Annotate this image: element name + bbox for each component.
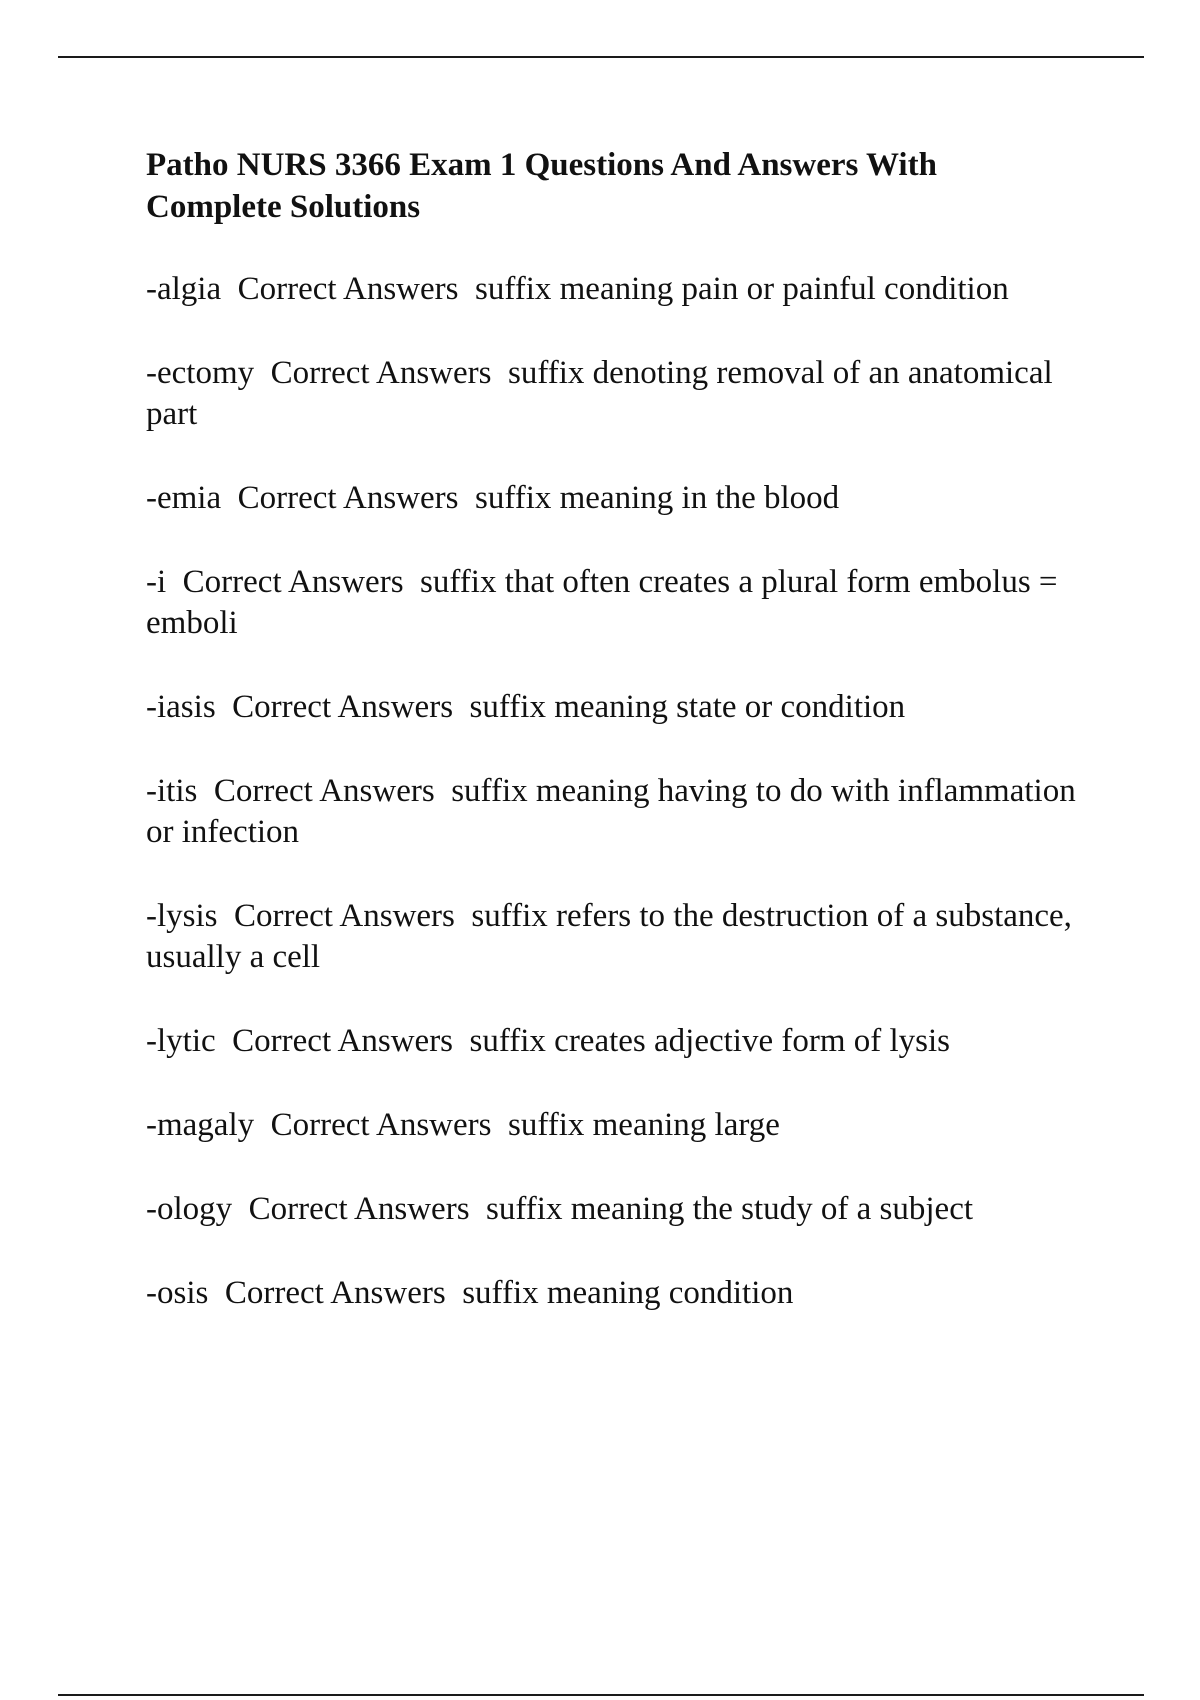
- qa-answer: suffix that often creates a plural form embolus = emboli: [146, 564, 1066, 641]
- qa-term: -itis: [146, 773, 198, 809]
- qa-separator: Correct Answers: [197, 773, 452, 809]
- qa-item: [146, 1105, 1076, 1146]
- qa-item: [146, 269, 1076, 310]
- qa-answer: suffix meaning state or condition: [469, 689, 906, 725]
- qa-separator: Correct Answers: [166, 564, 421, 600]
- qa-term: -ectomy: [146, 355, 255, 391]
- qa-item: [146, 478, 1076, 519]
- qa-item: [146, 771, 1084, 853]
- qa-list: [146, 269, 1084, 1314]
- qa-separator: Correct Answers: [217, 898, 472, 934]
- qa-answer: suffix meaning condition: [462, 1275, 794, 1311]
- qa-separator: Correct Answers: [221, 271, 475, 307]
- qa-answer: suffix denoting removal of an anatomical part: [146, 355, 1061, 432]
- qa-item: [146, 687, 1076, 728]
- qa-separator: Correct Answers: [215, 1023, 470, 1059]
- qa-term: -emia: [146, 480, 222, 516]
- qa-item: [146, 1189, 1076, 1230]
- qa-term: -lysis: [146, 898, 218, 934]
- qa-separator: Correct Answers: [254, 355, 508, 391]
- document-title: Patho NURS 3366 Exam 1 Questions And Answers With Complete Solutions: [146, 147, 937, 225]
- qa-separator: Correct Answers: [208, 1275, 463, 1311]
- qa-item: [146, 562, 1076, 644]
- qa-answer: suffix meaning large: [508, 1107, 780, 1143]
- document-body: [146, 144, 1084, 1357]
- qa-answer: suffix meaning in the blood: [475, 480, 840, 516]
- qa-answer: suffix meaning pain or painful condition: [475, 271, 1009, 307]
- bottom-rule: [58, 1694, 1144, 1696]
- qa-separator: Correct Answers: [254, 1107, 508, 1143]
- qa-term: -osis: [146, 1275, 209, 1311]
- qa-term: -algia: [146, 271, 222, 307]
- top-rule: [58, 56, 1144, 58]
- qa-item: [146, 1021, 1076, 1062]
- qa-item: [146, 896, 1081, 978]
- qa-separator: Correct Answers: [232, 1191, 487, 1227]
- qa-answer: suffix meaning the study of a subject: [486, 1191, 974, 1227]
- qa-term: -iasis: [146, 689, 216, 725]
- qa-term: -ology: [146, 1191, 233, 1227]
- qa-term: -i: [146, 564, 167, 600]
- qa-term: -lytic: [146, 1023, 216, 1059]
- qa-item: [146, 1273, 1076, 1314]
- qa-separator: Correct Answers: [215, 689, 470, 725]
- qa-answer: suffix refers to the destruction of a substance, usually a cell: [146, 898, 1081, 975]
- qa-term: -magaly: [146, 1107, 255, 1143]
- qa-item: [146, 353, 1076, 435]
- qa-answer: suffix meaning having to do with inflammation or infection: [146, 773, 1084, 850]
- qa-separator: Correct Answers: [221, 480, 475, 516]
- qa-answer: suffix creates adjective form of lysis: [469, 1023, 951, 1059]
